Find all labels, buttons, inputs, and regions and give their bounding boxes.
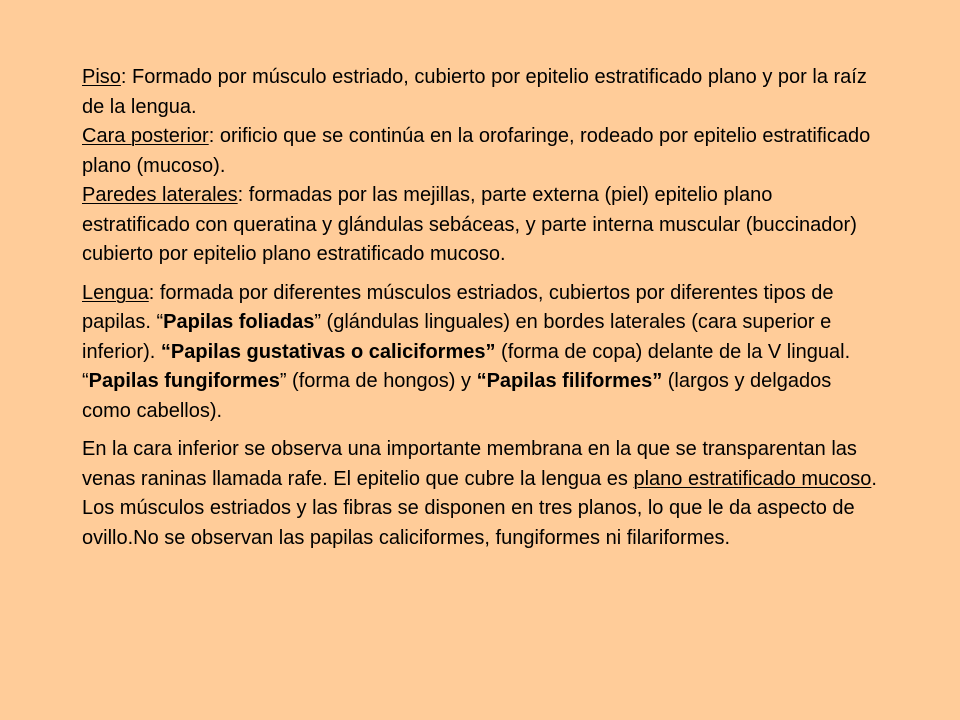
term-papilas-filiformes: “Papilas filiformes” bbox=[476, 370, 663, 392]
line-cara-posterior bbox=[82, 122, 882, 181]
term-paredes-laterales: Paredes laterales bbox=[82, 184, 238, 206]
text-segment: ” (forma de hongos) y bbox=[279, 370, 477, 392]
text-segment: : Formado por músculo estriado, cubierto por epitelio estratificado plano y por la raíz de la lengua. bbox=[82, 66, 867, 118]
text-segment: (forma de copa) delante de la V lingual. “ bbox=[82, 340, 851, 392]
line-piso bbox=[82, 63, 882, 122]
paragraph-lengua bbox=[82, 279, 882, 427]
term-cara-posterior: Cara posterior bbox=[82, 125, 209, 147]
text-segment: : formada por diferentes músculos estriados, cubiertos por diferentes tipos de papilas. “ bbox=[82, 281, 834, 333]
text-segment: : orificio que se continúa en la orofaringe, rodeado por epitelio estratificado plano (mucoso). bbox=[82, 125, 871, 177]
paragraph-mouth-walls bbox=[82, 63, 882, 270]
line-lengua bbox=[82, 279, 882, 427]
text-segment: En la cara inferior se observa una importante membrana en la que se transparentan las venas raninas llamada rafe. El epitelio que cubre la lengua es bbox=[82, 438, 857, 490]
text-segment: : formadas por las mejillas, parte externa (piel) epitelio plano estratificado con queratina y glándulas sebáceas, y parte interna muscular (buccinador) cubierto por epitelio plano estratificado mucoso. bbox=[82, 184, 857, 265]
text-segment: ” (glándulas linguales) en bordes laterales (cara superior e inferior). bbox=[82, 311, 832, 363]
term-papilas-gustativas: “Papilas gustativas o caliciformes” bbox=[160, 340, 496, 363]
term-plano-estratificado-mucoso: plano estratificado mucoso bbox=[633, 467, 872, 490]
paragraph-cara-inferior bbox=[82, 435, 882, 553]
line-paredes-laterales bbox=[82, 181, 882, 270]
term-papilas-foliadas: Papilas foliadas bbox=[163, 311, 315, 333]
term-lengua: Lengua bbox=[82, 281, 149, 304]
text-segment: (largos y delgados como cabellos). bbox=[82, 370, 832, 422]
line-cara-inferior bbox=[82, 435, 882, 553]
term-piso: Piso bbox=[82, 66, 121, 88]
term-papilas-fungiformes: Papilas fungiformes bbox=[88, 370, 280, 392]
text-segment: . Los músculos estriados y las fibras se disponen en tres planos, lo que le da aspecto de ovillo.No se observan las papilas caliciformes, fungiformes ni filariformes. bbox=[82, 467, 877, 549]
text-body bbox=[82, 63, 882, 562]
